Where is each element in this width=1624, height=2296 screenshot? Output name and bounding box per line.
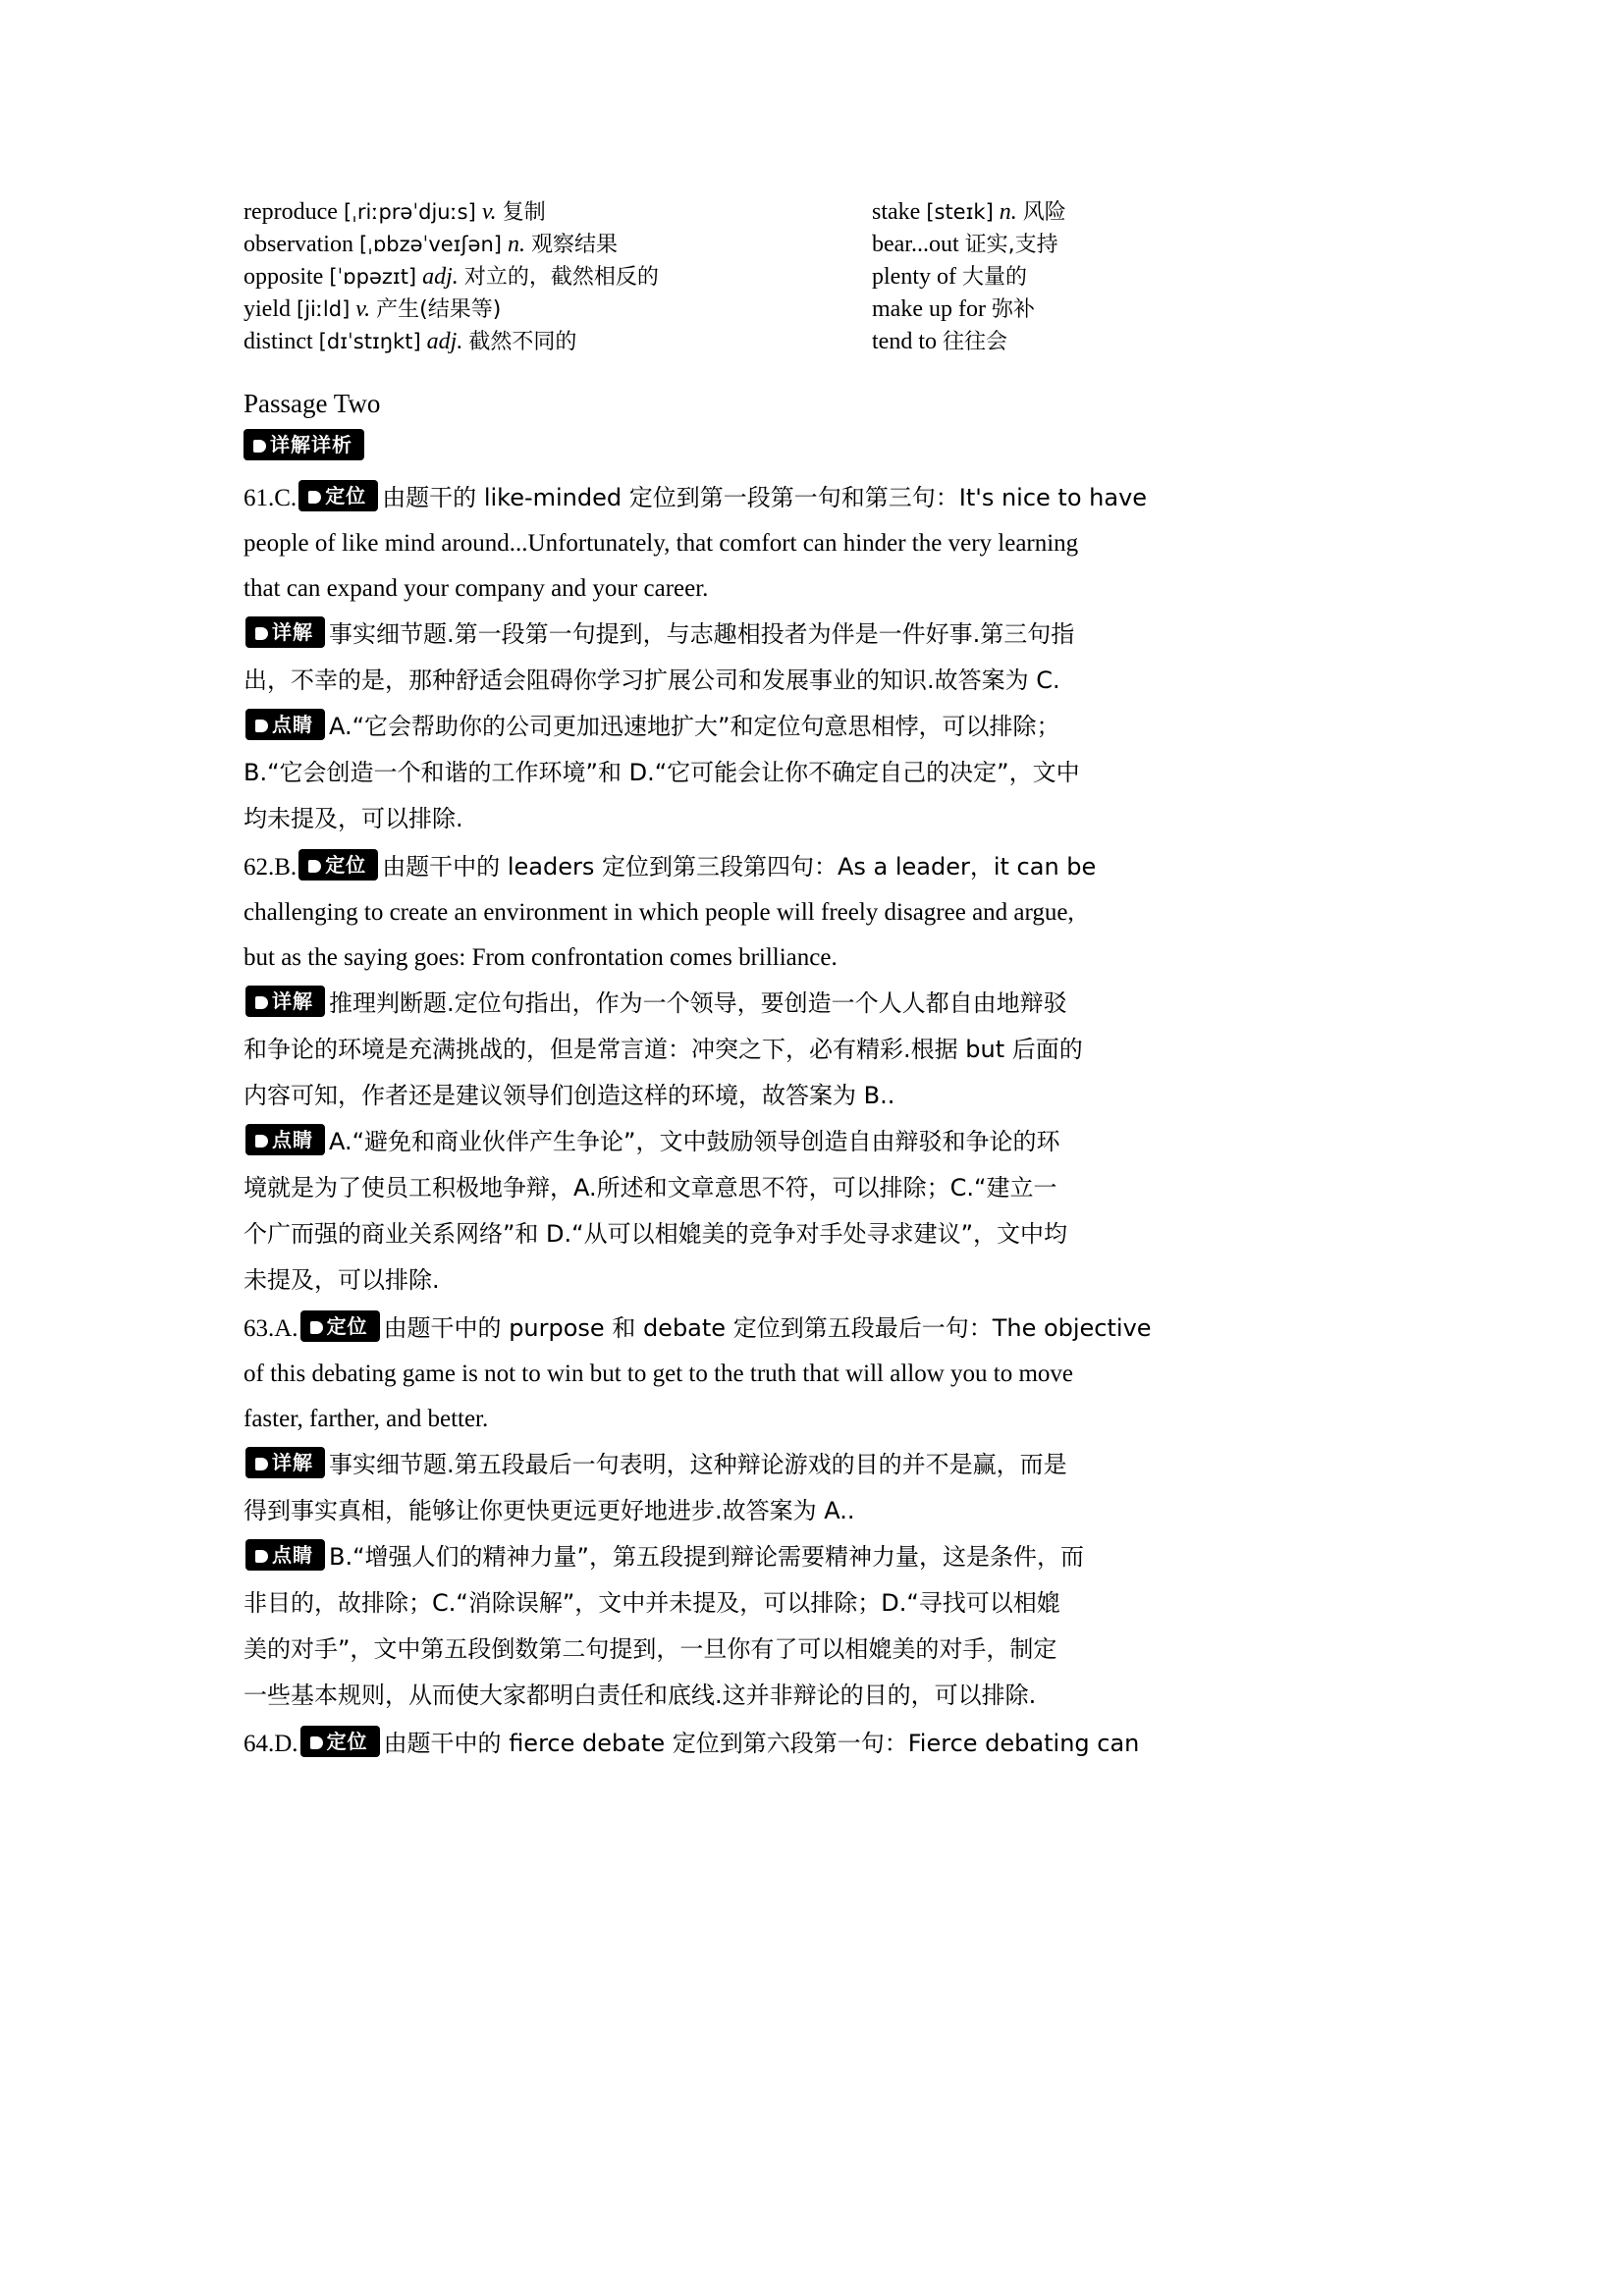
locate-text: 由题干中的 fierce debate 定位到第六段第一句：Fierce debating can xyxy=(383,1730,1140,1757)
quote-text: of this debating game is not to win but to get to the truth that will allow you to move xyxy=(244,1361,1074,1387)
highlight-line xyxy=(244,1581,1402,1626)
question-number: 62.B. xyxy=(244,854,298,881)
badge-label: 定位 xyxy=(326,1314,368,1338)
detail-line xyxy=(244,1028,1402,1072)
vocabulary-word: reproduce xyxy=(244,199,338,225)
vocabulary-definition: 对立的，截然相反的 xyxy=(463,265,659,290)
vocabulary-phonetic: [ˌriːprəˈdjuːs] xyxy=(343,200,476,224)
quote-line xyxy=(244,522,1402,565)
highlight-line xyxy=(244,1258,1402,1303)
question-number: 63.A. xyxy=(244,1315,298,1342)
detail-badge xyxy=(245,616,325,648)
badge-bullet-icon xyxy=(308,491,321,504)
quote-line xyxy=(244,891,1402,934)
quote-line xyxy=(244,1398,1402,1441)
vocabulary-word: bear...out xyxy=(872,232,959,257)
vocabulary-block xyxy=(244,196,1402,358)
vocabulary-word: tend to xyxy=(872,329,937,354)
quote-line xyxy=(244,567,1402,611)
detail-text: 推理判断题.定位句指出，作为一个领导，要创造一个人人都自由地辩驳 xyxy=(329,989,1067,1017)
highlight-line xyxy=(244,1674,1402,1718)
detail-line xyxy=(244,659,1402,703)
answer-line xyxy=(244,1722,1402,1766)
quote-line xyxy=(244,936,1402,980)
vocabulary-entry xyxy=(244,326,872,358)
badge-label: 定位 xyxy=(326,1730,368,1753)
answer-line xyxy=(244,476,1402,520)
highlight-text: 个广而强的商业关系网络”和 D.“从可以相媲美的竞争对手处寻求建议”，文中均 xyxy=(244,1220,1068,1248)
vocabulary-pos: n. xyxy=(999,199,1017,225)
vocabulary-entry xyxy=(244,261,872,294)
highlight-line xyxy=(244,797,1402,841)
vocabulary-entry xyxy=(244,196,872,229)
vocabulary-phonetic: [dɪˈstɪŋkt] xyxy=(318,330,421,353)
badge-bullet-icon xyxy=(255,996,268,1009)
badge-label: 定位 xyxy=(325,484,367,507)
page-content xyxy=(244,196,1402,1770)
vocabulary-definition: 截然不同的 xyxy=(468,330,577,354)
vocabulary-word: observation xyxy=(244,232,353,257)
question-block-64 xyxy=(244,1722,1402,1766)
vocabulary-pos: adj. xyxy=(422,264,459,290)
highlight-line xyxy=(244,1628,1402,1672)
badge-bullet-icon xyxy=(310,1736,323,1749)
detail-line xyxy=(244,1443,1402,1487)
question-number: 61.C. xyxy=(244,485,298,511)
highlight-text: 非目的，故排除；C.“消除误解”，文中并未提及，可以排除；D.“寻找可以相媲 xyxy=(244,1589,1060,1617)
badge-label: 定位 xyxy=(325,853,367,877)
vocabulary-definition: 证实,支持 xyxy=(964,233,1058,257)
badge-bullet-icon xyxy=(255,720,268,732)
question-block-62 xyxy=(244,845,1402,1303)
detail-text: 得到事实真相，能够让你更快更远更好地进步.故答案为 A.. xyxy=(244,1497,855,1524)
badge-bullet-icon xyxy=(255,627,268,640)
badge-bullet-icon xyxy=(308,860,321,873)
detail-line xyxy=(244,613,1402,657)
vocabulary-pos: v. xyxy=(481,199,497,225)
vocabulary-definition: 往往会 xyxy=(943,330,1008,354)
vocabulary-entry xyxy=(244,294,872,326)
badge-label: 详解 xyxy=(272,620,313,644)
vocabulary-phonetic: [ˈɒpəzɪt] xyxy=(329,265,417,289)
question-block-63 xyxy=(244,1307,1402,1718)
detail-text: 和争论的环境是充满挑战的，但是常言道：冲突之下，必有精彩.根据 but 后面的 xyxy=(244,1036,1083,1063)
vocabulary-word: make up for xyxy=(872,296,986,322)
badge-label: 详解 xyxy=(272,989,313,1013)
vocabulary-word: yield xyxy=(244,296,291,322)
quote-text: but as the saying goes: From confrontation comes brilliance. xyxy=(244,944,838,971)
vocabulary-column-left xyxy=(244,196,872,358)
section-badge xyxy=(244,429,1402,460)
passage-title: Passage Two xyxy=(244,389,381,418)
vocabulary-definition: 大量的 xyxy=(961,265,1027,290)
locate-badge xyxy=(298,480,378,511)
highlight-badge xyxy=(245,709,325,740)
vocabulary-phonetic: [steɪk] xyxy=(926,200,994,224)
detail-badge xyxy=(245,1447,325,1478)
highlight-line xyxy=(244,1166,1402,1210)
badge-bullet-icon xyxy=(255,1550,268,1563)
detail-text: 事实细节题.第一段第一句提到，与志趣相投者为伴是一件好事.第三句指 xyxy=(329,620,1075,648)
vocabulary-entry xyxy=(872,229,1382,261)
vocabulary-word: distinct xyxy=(244,329,313,354)
highlight-line xyxy=(244,1535,1402,1579)
highlight-text: 境就是为了使员工积极地争辩，A.所述和文章意思不符，可以排除；C.“建立一 xyxy=(244,1174,1057,1201)
highlight-text: B.“它会创造一个和谐的工作环境”和 D.“它可能会让你不确定自己的决定”，文中 xyxy=(244,759,1080,786)
highlight-text: 均未提及，可以排除. xyxy=(244,805,463,832)
vocabulary-phonetic: [jiːld] xyxy=(297,297,351,321)
vocabulary-entry xyxy=(872,261,1382,294)
quote-line xyxy=(244,1353,1402,1396)
highlight-badge xyxy=(245,1124,325,1155)
highlight-text: 未提及，可以排除. xyxy=(244,1266,440,1294)
badge-bullet-icon xyxy=(255,1135,268,1148)
badge-label: 点睛 xyxy=(272,1128,313,1151)
quote-text: that can expand your company and your career. xyxy=(244,575,709,602)
vocabulary-pos: v. xyxy=(355,296,371,322)
badge-bullet-icon xyxy=(255,1458,268,1470)
locate-badge xyxy=(300,1726,380,1757)
vocabulary-entry xyxy=(872,294,1382,326)
vocabulary-definition: 复制 xyxy=(502,200,546,225)
quote-text: people of like mind around...Unfortunately, that comfort can hinder the very learning xyxy=(244,530,1079,557)
vocabulary-definition: 产生(结果等) xyxy=(376,297,502,322)
highlight-line xyxy=(244,751,1402,795)
detail-line xyxy=(244,982,1402,1026)
badge-label: 详解 xyxy=(272,1451,313,1474)
highlight-badge xyxy=(245,1539,325,1571)
detail-line xyxy=(244,1489,1402,1533)
detailed-analysis-badge xyxy=(244,429,364,460)
vocabulary-entry xyxy=(872,326,1382,358)
vocabulary-definition: 观察结果 xyxy=(530,233,618,257)
highlight-text: B.“增强人们的精神力量”，第五段提到辩论需要精神力量，这是条件，而 xyxy=(329,1543,1084,1571)
detail-text: 内容可知，作者还是建议领导们创造这样的环境，故答案为 B.. xyxy=(244,1082,895,1109)
vocabulary-entry xyxy=(872,196,1382,229)
vocabulary-pos: adj. xyxy=(426,329,463,354)
vocabulary-phonetic: [ˌɒbzəˈveɪʃən] xyxy=(358,233,502,256)
badge-label: 详解详析 xyxy=(270,433,352,456)
highlight-text: 一些基本规则，从而使大家都明白责任和底线.这并非辩论的目的，可以排除. xyxy=(244,1682,1037,1709)
question-block-61 xyxy=(244,476,1402,841)
quote-text: faster, farther, and better. xyxy=(244,1406,489,1432)
highlight-line xyxy=(244,1212,1402,1256)
locate-badge xyxy=(298,849,378,881)
locate-text: 由题干中的 leaders 定位到第三段第四句：As a leader，it can be xyxy=(382,853,1097,881)
badge-bullet-icon xyxy=(310,1321,323,1334)
question-number: 64.D. xyxy=(244,1731,298,1757)
vocabulary-definition: 风险 xyxy=(1022,200,1066,225)
answer-line xyxy=(244,845,1402,889)
badge-label: 点睛 xyxy=(272,713,313,736)
locate-badge xyxy=(300,1310,380,1342)
vocabulary-entry xyxy=(244,229,872,261)
detail-text: 出，不幸的是，那种舒适会阻碍你学习扩展公司和发展事业的知识.故答案为 C. xyxy=(244,667,1060,694)
badge-bullet-icon xyxy=(253,440,266,453)
vocabulary-word: plenty of xyxy=(872,264,956,290)
highlight-text: A.“避免和商业伙伴产生争论”，文中鼓励领导创造自由辩驳和争论的环 xyxy=(329,1128,1060,1155)
detail-badge xyxy=(245,986,325,1017)
highlight-line xyxy=(244,1120,1402,1164)
vocabulary-word: opposite xyxy=(244,264,324,290)
detail-line xyxy=(244,1074,1402,1118)
badge-label: 点睛 xyxy=(272,1543,313,1567)
highlight-text: 美的对手”，文中第五段倒数第二句提到，一旦你有了可以相媲美的对手，制定 xyxy=(244,1635,1057,1663)
vocabulary-definition: 弥补 xyxy=(991,297,1035,322)
vocabulary-column-right xyxy=(872,196,1382,358)
detail-text: 事实细节题.第五段最后一句表明，这种辩论游戏的目的并不是赢，而是 xyxy=(329,1451,1067,1478)
vocabulary-word: stake xyxy=(872,199,921,225)
quote-text: challenging to create an environment in which people will freely disagree and argue, xyxy=(244,899,1074,926)
locate-text: 由题干的 like-minded 定位到第一段第一句和第三句：It's nice to have xyxy=(382,484,1148,511)
answer-line xyxy=(244,1307,1402,1351)
vocabulary-pos: n. xyxy=(507,232,525,257)
locate-text: 由题干中的 purpose 和 debate 定位到第五段最后一句：The objective xyxy=(383,1314,1152,1342)
highlight-text: A.“它会帮助你的公司更加迅速地扩大”和定位句意思相悖，可以排除； xyxy=(329,713,1060,740)
highlight-line xyxy=(244,705,1402,749)
